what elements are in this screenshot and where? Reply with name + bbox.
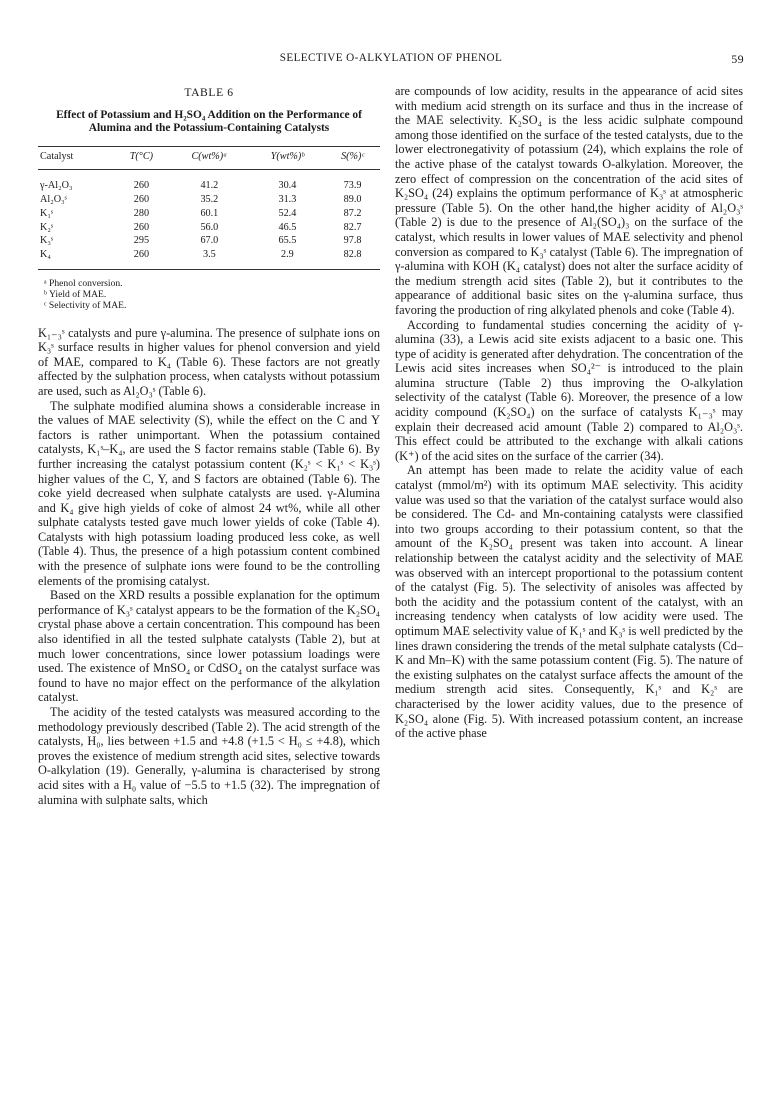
table-cell: 260 [133,221,150,233]
column-header: Y(wt%)ᵇ [250,146,326,170]
footnote: ᶜ Selectivity of MAE. [44,300,127,312]
footnote: ᵇ Yield of MAE. [44,289,107,301]
table-6 [38,86,380,312]
running-title: SELECTIVE O-ALKYLATION OF PHENOL [279,52,503,64]
page-header [38,52,744,70]
table-cell: 60.1 [200,207,219,219]
paragraph: According to fundamental studies concerning the acidity of γ-alumina (33), a Lewis acid site exists adjacent to a basic one. This type of acidity is generated after dehydration. The concentration of the Lewis acid sites increases when SO₄²⁻ is introduced to the plain alumina structure (Table 2) thus improving the O-alkylation selectivity of the catalyst (Table 6). Moreover, the presence of a low acidity compound (K₂SO₄) on the surface of catalysts K₁₋₃ˢ may explain their decreased acid amount (Table 2) compared to Al₂O₃ˢ. This effect could be attributed to the exchange with alkali cations (K⁺) of the acid sites on the surface of the carrier (34). [395,317,743,463]
table-row [38,193,380,207]
table-cell: 89.0 [343,193,362,205]
table-cell: Al₂O₃ˢ [40,193,67,205]
table-cell: 2.9 [250,248,326,269]
table-cell: 52.4 [278,207,297,219]
table-row [38,170,380,193]
table-header-row [38,146,380,170]
table-cell: 260 [114,248,169,269]
table-cell: 65.5 [278,235,297,247]
footnote: ᵃ Phenol conversion. [44,277,123,289]
paragraph: The sulphate modified alumina shows a considerable increase in the values of MAE selectivity (S), while the effect on the C and Y factors is rather unimportant. When the potassium contained catalysts, K₁ˢ–K₄, are used the S factor remains stable (Table 6). By further increasing the catalyst potassium content (K₂ˢ < K₁ˢ < K₃ˢ) higher values of the C, Y, and S factors are obtained (Table 6). The coke yield decreased when sulphate catalysts are used. γ-Alumina and K₄ give high yields of coke of almost 24 wt%, while all other sulphate catalysts tested gave much lower yields of coke (Table 4). Catalysts with high potassium loading produced less coke, as well (Table 4). Thus, the presence of a high potassium content combined with the presence of sulphate ions were found to be the controlling elements of the promising catalyst. [38,398,380,588]
table-row [38,207,380,221]
table-row [38,234,380,248]
table-cell: 31.3 [278,193,297,205]
paragraph: are compounds of low acidity, results in the appearance of acid sites with medium acid strength on its surface and thus in the increase of the MAE selectivity. K₂SO₄ is the less acidic sulphate compound among those identified on the surface of the tested catalysts, due to the lower electronegativity of potassium (24), which explains the role of the active phase of the catalyst towards O-alkylation. Moreover, the zero effect of compression on the concentration of the acid sites of K₂SO₄ (24) explains the optimum performance of K₃ˢ at atmospheric pressure (Table 5). On the other hand,the higher acidity of Al₂O₃ˢ (Table 2) is due to the presence of Al₂(SO₄)₃ on the surface of the catalyst, which results in lower values of MAE selectivity and phenol conversion as compared to K₃ˢ catalyst (Table 6). The impregnation of γ-alumina with KOH (K₄ catalyst) does not alter the surface acidity of the medium strength acid sites (Table 2), but it contributes to the appearance of additional basic sites on the γ-alumina surface, thus favoring the production of ring alkylated phenols and coke (Table 4). [395,84,743,317]
right-column [395,84,743,741]
table-cell: 67.0 [200,235,219,247]
table-cell: 41.2 [200,180,219,192]
table-row [38,221,380,235]
table-cell: 280 [133,207,150,219]
page-number: 59 [731,52,744,66]
table-cell: K₄ [38,248,114,269]
table-cell: 35.2 [200,193,219,205]
paragraph: Based on the XRD results a possible explanation for the optimum performance of K₃ˢ catalyst appears to be the formation of the K₂SO₄ crystal phase above a certain concentration. This compound has been also identified in all the tested sulphate catalysts (Table 2), but at much lower concentrations, since lower potassium loadings were used. The existence of MnSO₄ or CdSO₄ on the catalyst surface was found to have no major effect on the performance of the alkylation catalyst. [38,588,380,705]
table-cell: 82.8 [325,248,380,269]
table-cell: K₂ˢ [40,221,54,233]
paragraph: K₁₋₃ˢ catalysts and pure γ-alumina. The presence of sulphate ions on K₃ˢ surface results in higher values for phenol conversion and yield of MAE, compared to K₄ (Table 6). These factors are not greatly affected by the sulphation process, when catalysts without potassium are used, such as Al₂O₃ˢ (Table 6). [38,325,380,398]
table-cell: 73.9 [343,180,362,192]
table-caption: Effect of Potassium and H₂SO₄ Addition on the Performance of Alumina and the Potassium-Containing Catalysts [56,108,362,135]
left-column [38,84,380,807]
column-header: T(°C) [114,146,169,170]
table-cell: 82.7 [343,221,362,233]
paragraph: An attempt has been made to relate the acidity value of each catalyst (mmol/m²) with its optimum MAE selectivity. This acidity value was used so that the variation of the catalyst surface would also be considered. The Cd- and Mn-containing catalysts were classified into two groups according to their potassium content, so that the amount of the K₂SO₄ present was taken into account. A linear relationship between the catalyst acidity and the selectivity of MAE was observed with an intercept proportional to the potassium content of the catalyst (Fig. 5). The selectivity of anisoles was affected by both the acidity and the potassium content of the catalyst, with an increasing tendency when catalysts of low acidity were used. The optimum MAE selectivity value of K₁ˢ and K₃ˢ is well predicted by the lines drawn considering the trends of the metal sulphate catalysts (Cd–K and Mn–K) with the same potassium content (Fig. 5). The nature of the existing sulphates on the catalyst surface affects the amount of the medium strength acid sites. Consequently, K₁ˢ and K₂ˢ are characterised by the lower acidity values, due to the presence of K₂SO₄ alone (Fig. 5). With increased potassium content, an increase of the active phase [395,463,743,741]
table-cell: 56.0 [200,221,219,233]
table-label: TABLE 6 [184,86,234,99]
paragraph: The acidity of the tested catalysts was measured according to the methodology previously described (Table 2). The acid strength of the catalysts, H₀, lies between +1.5 and +4.8 (+1.5 < H₀ ≤ +4.8), which proves the existence of medium strength acid sites, selective towards O-alkylation (19). Generally, γ-alumina is characterised by strong acid sites with a H₀ value of −5.5 to +1.5 (32). The impregnation of alumina with sulphate salts, which [38,705,380,807]
table-cell: 30.4 [278,180,297,192]
table-row [38,248,380,269]
table-cell: 87.2 [343,207,362,219]
data-table [38,146,380,270]
table-cell: 97.8 [343,235,362,247]
table-cell: 3.5 [169,248,250,269]
table-cell: 46.5 [278,221,297,233]
column-header: Catalyst [38,146,114,170]
table-cell: 295 [133,235,150,247]
table-cell: 260 [133,193,150,205]
column-header: C(wt%)ᵃ [169,146,250,170]
table-cell: K₃ˢ [40,235,54,247]
table-footnotes [38,278,380,312]
column-header: S(%)ᶜ [325,146,380,170]
table-cell: γ-Al₂O₃ [40,180,73,192]
table-cell: K₁ˢ [40,207,54,219]
table-cell: 260 [133,180,150,192]
